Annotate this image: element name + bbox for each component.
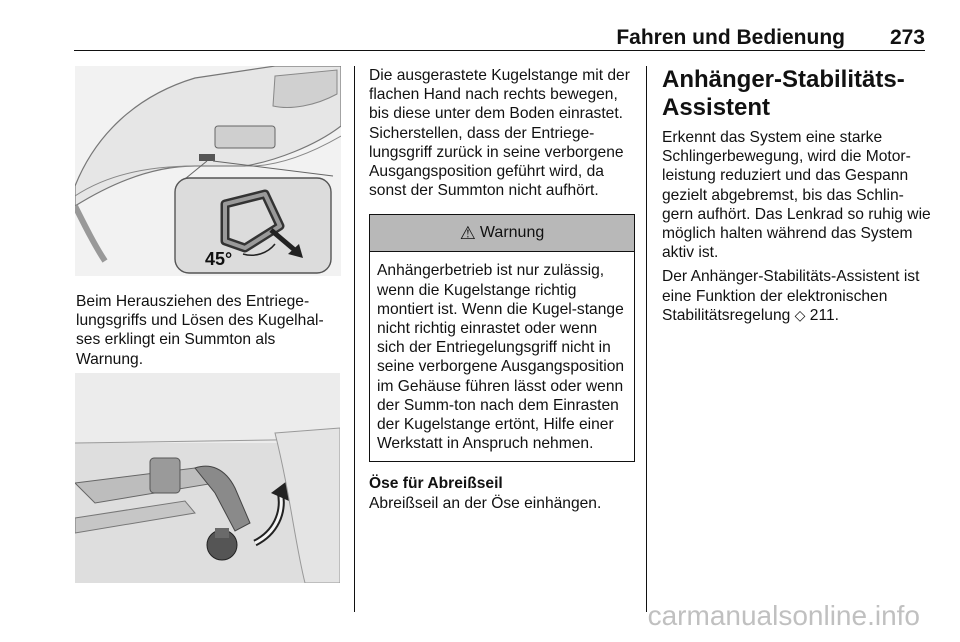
- paragraph-2: [662, 267, 932, 325]
- paragraph-2-text: Der Anhänger-Stabilitäts-Assistent ist eine Funktion der elektronischen Stabilitätsregelung: [662, 268, 920, 324]
- column-divider-2: [646, 66, 647, 612]
- section-heading: Anhänger-Stabilitäts-Assistent: [662, 66, 905, 121]
- angle-label: 45°: [205, 249, 233, 269]
- page-number: 273: [889, 26, 925, 49]
- column-2: [369, 66, 635, 513]
- subheading: Öse für Abreißseil: [369, 475, 503, 493]
- watermark: carmanualsonline.info: [647, 600, 920, 631]
- warning-triangle-icon: ⚠: [459, 222, 476, 243]
- column-3: [662, 66, 932, 325]
- page-reference: 211.: [809, 306, 839, 324]
- column-divider-1: [354, 66, 355, 612]
- page-reference-icon: ◇: [794, 306, 806, 323]
- warning-body: Anhängerbetrieb ist nur zulässig, wenn die Kugelstange richtig montiert ist. Wenn die Kugel-stange nicht richtig einrastet oder wenn sich der Entriegelungsgriff nicht in seine verborgene Ausgangsposition im Gehäuse führen lässt oder wenn der Summ-ton nach dem Einrasten der Kugelstange ertönt, Hilfe einer Werkstatt in Anspruch nehmen.: [377, 262, 625, 453]
- page-header: [74, 26, 925, 50]
- intro-paragraph: Die ausgerastete Kugelstange mit der flachen Hand nach rechts bewegen, bis diese unter dem Boden einrastet. Sicherstellen, dass der Entriege-lungsgriff zurück in seine verborgene Ausgangsposition geführt wird, da sonst der Summton nicht aufhört.: [369, 67, 630, 200]
- rear-car-figure: [75, 66, 341, 276]
- header-rule: [74, 50, 925, 51]
- warning-box: [369, 214, 635, 462]
- figure1-caption: Beim Herausziehen des Entriege-lungsgriffs und Lösen des Kugelhal-ses erklingt ein Summton als Warnung.: [76, 293, 324, 368]
- warning-title: Warnung: [479, 224, 545, 242]
- warning-header: [370, 215, 634, 252]
- subheading-text: Abreißseil an der Öse einhängen.: [369, 494, 602, 512]
- tow-bar-figure: [75, 373, 340, 583]
- paragraph-1: Erkennt das System eine starke Schlingerbewegung, wird die Motor-leistung reduziert und das Gespann gezielt abgebremst, bis das Schlin-gern aufhört. Das Lenkrad so ruhig wie möglich halten während das System aktiv ist.: [662, 129, 931, 262]
- section-title: Fahren und Bedienung: [616, 26, 845, 49]
